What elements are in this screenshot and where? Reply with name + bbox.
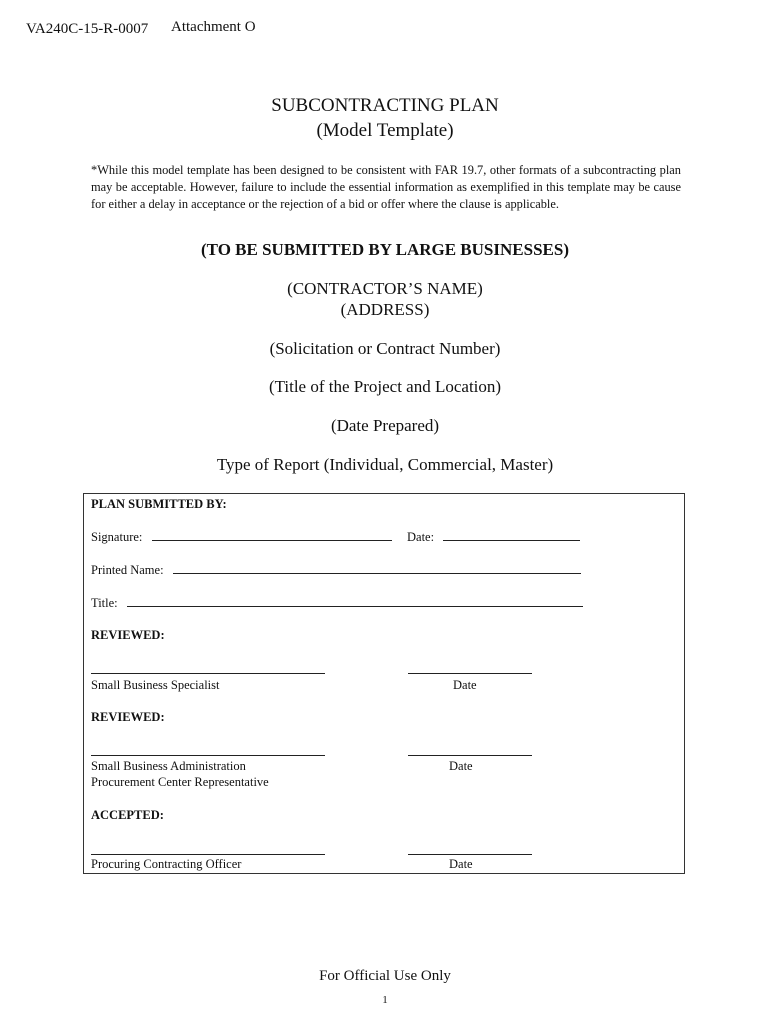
document-subtitle: (Model Template) xyxy=(316,120,454,141)
reviewed-heading-2: REVIEWED: xyxy=(91,710,165,724)
specialist-date-label: Date xyxy=(453,678,477,692)
officer-date-line[interactable] xyxy=(408,854,532,855)
document-number: VA240C-15-R-0007 xyxy=(26,21,149,37)
report-type-field: Type of Report (Individual, Commercial, Master) xyxy=(216,455,554,474)
reviewed-heading-1: REVIEWED: xyxy=(91,628,165,642)
signature-row xyxy=(91,530,392,545)
title-row xyxy=(91,596,583,611)
officer-label: Procuring Contracting Officer xyxy=(91,857,242,871)
sba-date-line[interactable] xyxy=(408,755,532,756)
specialist-label: Small Business Specialist xyxy=(91,678,220,692)
project-title-field: (Title of the Project and Location) xyxy=(268,377,502,396)
date-row xyxy=(407,530,580,545)
template-note: *While this model template has been designed to be consistent with FAR 19.7, other formats of a subcontracting plan may be acceptable. However, failure to include the essential information as exemplified in this template may be cause for either a delay in acceptance or the rejection of a bid or offer where the clause is applicable. xyxy=(91,163,681,211)
printed-name-input[interactable] xyxy=(173,572,581,574)
submission-heading: (TO BE SUBMITTED BY LARGE BUSINESSES) xyxy=(201,240,569,259)
specialist-date-line[interactable] xyxy=(408,673,532,674)
printed-name-row xyxy=(91,563,581,578)
officer-signature-line[interactable] xyxy=(91,854,325,855)
title-input[interactable] xyxy=(127,605,583,607)
signature-label: Signature: xyxy=(91,530,143,544)
date-prepared-field: (Date Prepared) xyxy=(330,416,440,435)
sba-date-label: Date xyxy=(449,759,473,773)
date-label: Date: xyxy=(407,530,435,544)
title-label: Title: xyxy=(91,596,118,610)
sba-label-line2: Procurement Center Representative xyxy=(91,775,269,789)
document-title: SUBCONTRACTING PLAN xyxy=(271,95,499,116)
accepted-heading: ACCEPTED: xyxy=(91,808,164,822)
sba-signature-line[interactable] xyxy=(91,755,325,756)
sba-label-line1: Small Business Administration xyxy=(91,759,246,773)
solicitation-field: (Solicitation or Contract Number) xyxy=(269,339,501,358)
plan-submitted-heading: PLAN SUBMITTED BY: xyxy=(91,497,227,511)
date-input[interactable] xyxy=(443,539,580,541)
contractor-name-field: (CONTRACTOR’S NAME) xyxy=(287,279,483,298)
specialist-signature-line[interactable] xyxy=(91,673,325,674)
officer-date-label: Date xyxy=(449,857,473,871)
signature-input[interactable] xyxy=(152,539,392,541)
attachment-label: Attachment O xyxy=(171,19,256,35)
page-number: 1 xyxy=(382,994,388,1006)
printed-name-label: Printed Name: xyxy=(91,563,164,577)
footer-notice: For Official Use Only xyxy=(319,968,451,984)
address-field: (ADDRESS) xyxy=(340,300,430,319)
